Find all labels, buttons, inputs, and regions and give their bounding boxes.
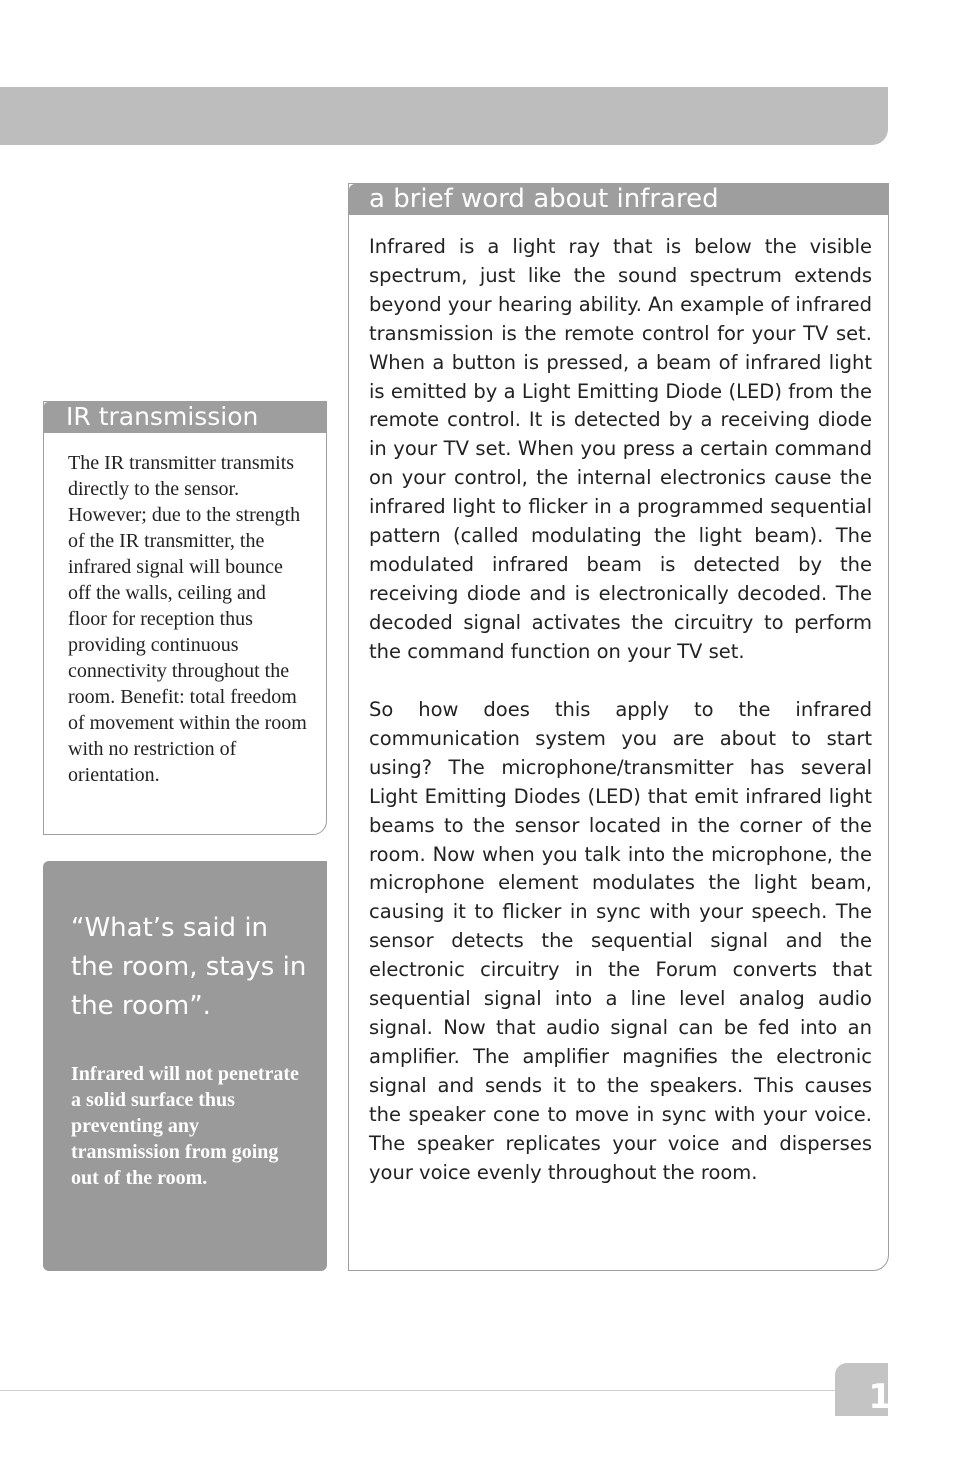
quote-note: Infrared will not penetrate a solid surface thus preventing any transmission from going out of the room. (71, 1063, 299, 1189)
page-number: 1 (868, 1377, 892, 1417)
quote-box (43, 861, 327, 1271)
pull-quote: “What’s said in the room, stays in the room”. (71, 913, 307, 1021)
footer-divider (0, 1390, 836, 1391)
ir-transmission-text: The IR transmitter transmits directly to the sensor. However; due to the strength of the IR transmitter, the infrared signal will bounce off the walls, ceiling and floor for reception thus providing continuous connectivity throughout the room. Benefit: total freedom of movement within the room with no restriction of orientation. (68, 452, 307, 786)
article-title: a brief word about infrared (349, 184, 888, 215)
article-box (348, 183, 889, 1271)
page-number-tab (835, 1363, 892, 1417)
header-band (0, 87, 888, 145)
ir-transmission-box (43, 401, 327, 835)
ir-transmission-title: IR transmission (44, 402, 326, 433)
article-paragraph-2: So how does this apply to the infrared communication system you are about to start using? The microphone/transmitter has several Light Emitting Diodes (LED) that emit infrared light beams to the sensor located in the corner of the room. Now when you talk into the microphone, the microphone element modulates the light beam, causing it to flicker in sync with your speech. The sensor detects the sequential signal and the electronic circuitry in the Forum converts that sequential signal into a line level analog audio signal. Now that audio signal can be fed into an amplifier. The amplifier magnifies the electronic signal and sends it to the speakers. This causes the speaker cone to move in sync with your voice. The speaker replicates your voice and disperses your voice evenly throughout the room. (369, 698, 872, 1184)
article-paragraph-1: Infrared is a light ray that is below the visible spectrum, just like the sound spectrum extends beyond your hearing ability. An example of infrared transmission is the remote control for your TV set. When a button is pressed, a beam of infrared light is emitted by a Light Emitting Diode (LED) from the remote control. It is detected by a receiving diode in your TV set. When you press a certain command on your control, the internal electronics cause the infrared light to flicker in a programmed sequential pattern (called modulating the light beam). The modulated infrared beam is detected by the receiving diode and is electronically decoded. The decoded signal activates the circuitry to perform the command function on your TV set. (369, 235, 872, 663)
